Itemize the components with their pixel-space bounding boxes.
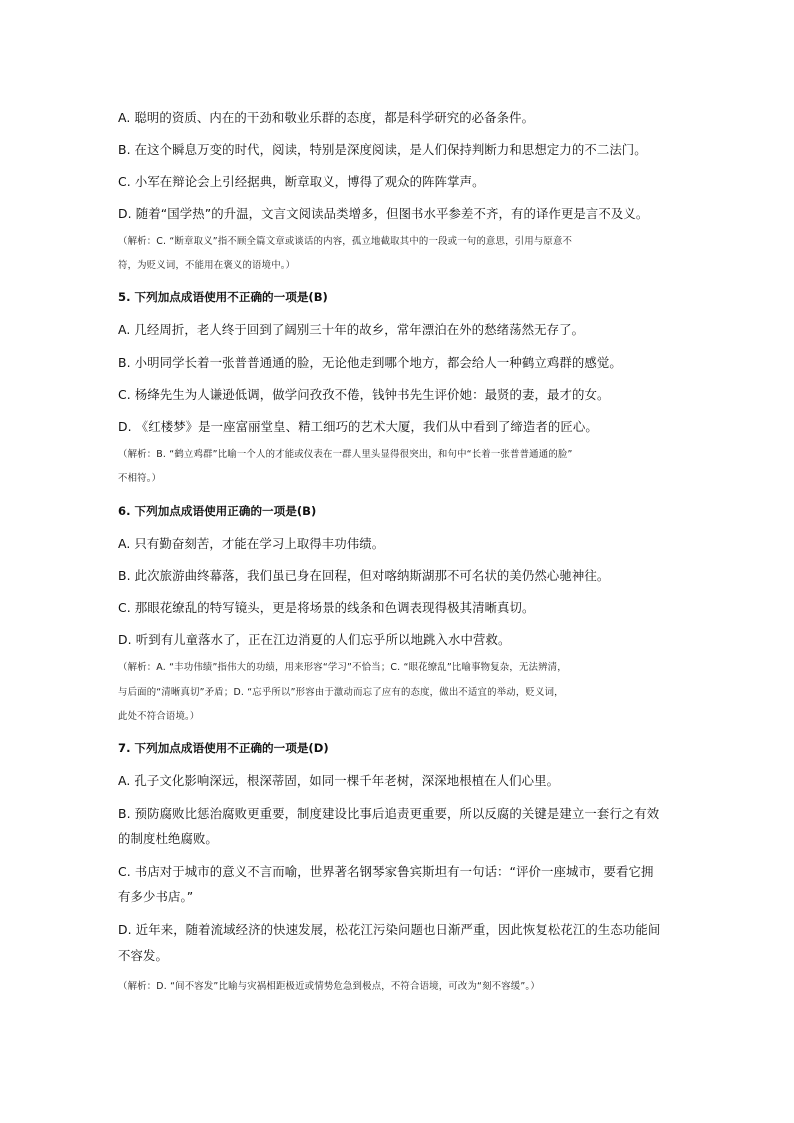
line-5C: C. 杨绛先生为人谦逊低调，做学问孜孜不倦，钱钟书先生评价她：最贤的妻，最才的女。 bbox=[118, 387, 610, 402]
analysis-note-6-line-2: 与后面的“清晰真切”矛盾；D. “忘乎所以”形容由于激动而忘了应有的态度，做出不适宜的举动，贬义词， bbox=[118, 687, 564, 698]
line-6C: C. 那眼花缭乱的特写镜头，更是将场景的线条和色调表现得极其清晰真切。 bbox=[118, 600, 535, 615]
line-6D: D. 听到有儿童落水了，正在江边消夏的人们忘乎所以地跳入水中营救。 bbox=[118, 632, 511, 647]
question-7: 7. 下列加点成语使用不正确的一项是(D) bbox=[118, 741, 329, 755]
line-7C-cont: 有多少书店。” bbox=[118, 889, 194, 904]
analysis-note-5-line-1: （解析：B. “鹤立鸡群”比喻一个人的才能或仪表在一群人里头显得很突出，和句中“长着一张普普通通的脸” bbox=[118, 449, 573, 460]
line-2: C. 小军在辩论会上引经据典，断章取义，博得了观众的阵阵掌声。 bbox=[118, 174, 485, 189]
question-6: 6. 下列加点成语使用正确的一项是(B) bbox=[118, 504, 317, 518]
line-0: A. 聪明的资质、内在的干劲和敬业乐群的态度，都是科学研究的必备条件。 bbox=[118, 110, 535, 125]
analysis-note-6-line-3: 此处不符合语境。） bbox=[118, 711, 200, 722]
line-5B: B. 小明同学长着一张普普通通的脸，无论他走到哪个地方，都会给人一种鹤立鸡群的感觉。 bbox=[118, 355, 622, 370]
line-6A: A. 只有勤奋刻苦，才能在学习上取得丰功伟绩。 bbox=[118, 536, 385, 551]
analysis-note-line-2: 符，为贬义词，不能用在褒义的语境中。） bbox=[118, 260, 296, 271]
analysis-note-5-line-2: 不相符。） bbox=[118, 473, 162, 484]
line-7D: D. 近年来，随着流域经济的快速发展，松花江污染问题也日渐严重，因此恢复松花江的生态功能间 bbox=[118, 922, 661, 937]
line-5A: A. 几经周折，老人终于回到了阔别三十年的故乡，常年漂泊在外的愁绪荡然无存了。 bbox=[118, 322, 585, 337]
line-3: D. 随着“国学热”的升温，文言文阅读品类增多，但图书水平参差不齐，有的译作更是言不及义。 bbox=[118, 206, 649, 221]
line-7B: B. 预防腐败比惩治腐败更重要，制度建设比事后追责更重要，所以反腐的关键是建立一套行之有效 bbox=[118, 806, 660, 821]
line-1: B. 在这个瞬息万变的时代，阅读，特别是深度阅读，是人们保持判断力和思想定力的不二法门。 bbox=[118, 142, 647, 157]
question-5: 5. 下列加点成语使用不正确的一项是(B) bbox=[118, 290, 328, 304]
line-7A: A. 孔子文化影响深远，根深蒂固，如同一棵千年老树，深深地根植在人们心里。 bbox=[118, 773, 560, 788]
line-7D-cont: 不容发。 bbox=[118, 948, 168, 963]
line-7C: C. 书店对于城市的意义不言而喻，世界著名钢琴家鲁宾斯坦有一句话：“评价一座城市，要看它拥 bbox=[118, 864, 654, 879]
line-6B: B. 此次旅游曲终幕落，我们虽已身在回程，但对喀纳斯湖那不可名状的美仍然心驰神往。 bbox=[118, 568, 610, 583]
analysis-note-6-line-1: （解析：A. “丰功伟绩”指伟大的功绩，用来形容“学习”不恰当；C. “眼花缭乱”比喻事物复杂，无法辨清， bbox=[118, 662, 567, 673]
analysis-note-7: （解析：D. “间不容发”比喻与灾祸相距极近或情势危急到极点，不符合语境，可改为“刻不容缓”。） bbox=[118, 981, 540, 992]
line-5D: D. 《红楼梦》是一座富丽堂皇、精工细巧的艺术大厦，我们从中看到了缔造者的匠心。 bbox=[118, 419, 598, 434]
line-7B-cont: 的制度杜绝腐败。 bbox=[118, 831, 218, 846]
analysis-note-line-1: （解析：C. “断章取义”指不顾全篇文章或谈话的内容，孤立地截取其中的一段或一句的意思，引用与原意不 bbox=[118, 236, 573, 247]
